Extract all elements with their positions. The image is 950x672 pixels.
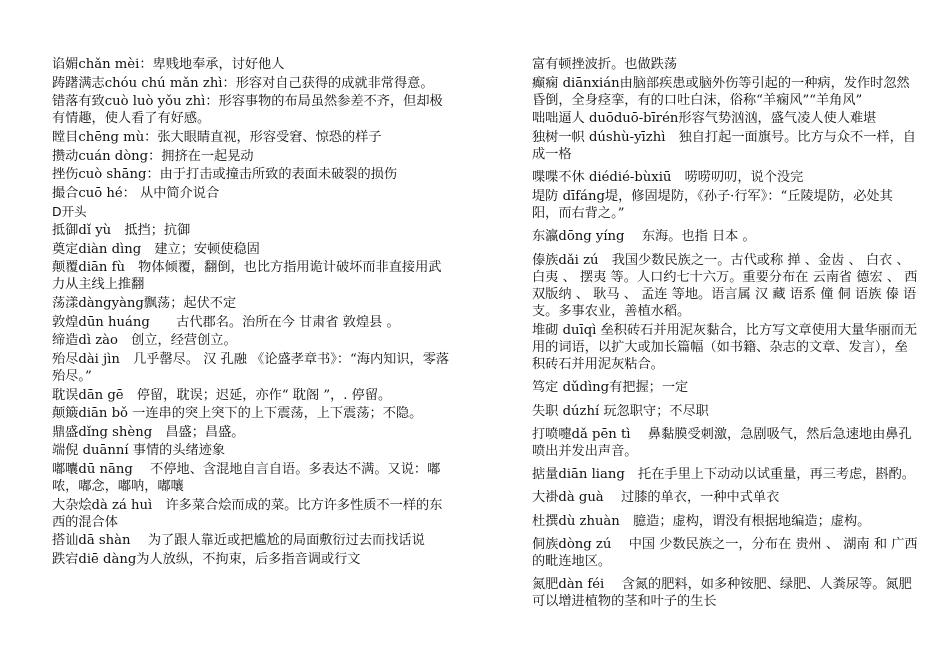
glossary-entry: 独树一帜 dúshù-yīzhì 独自打起一面旗号。比方与众不一样，自成一格 [532,129,916,163]
left-column [52,56,452,570]
glossary-entry: 鼎盛dǐng shèng 昌盛；昌盛。 [52,424,245,440]
glossary-entry: 堤防 dīfáng堤，修固堤防，《孙子·行军》：“丘陵堤防，必处其阳，而右背之。” [532,188,893,222]
glossary-entry: 掂量diān liang 托在手里上下动动以试重量，再三考虑，斟酌。 [532,467,915,483]
glossary-entry: 殆尽dài jìn 几乎罄尽。 汉 孔融 《论盛孝章书》：“海内知识，零落殆尽。” [52,351,450,384]
glossary-entry: 敦煌dūn huáng 古代郡名。治所在今 甘肃省 敦煌县 。 [52,314,400,330]
glossary-entry: 挫伤cuò shāng：由于打击或撞击所致的表面未破裂的损伤 [52,167,398,183]
glossary-entry: 富有顿挫波折。也做跌荡 [532,57,678,72]
glossary-entry: 错落有致cuò luò yǒu zhì：形容事物的布局虽然参差不齐，但却极有情趣，使人看了有好感。 [52,94,443,127]
glossary-entry: 东瀛dōng yíng 东海。也指 日本 。 [532,229,756,245]
glossary-entry: 耽误dān gē 停留，耽误；迟延，亦作“ 耽阁 ”，. 停留。 [52,387,392,403]
glossary-entry: 打喷嚏dǎ pēn tì 鼻黏膜受刺激，急剧吸气，然后急速地由鼻孔喷出并发出声音。 [532,426,912,460]
glossary-entry: 奠定diàn dìng 建立；安顿使稳固 [52,241,260,257]
glossary-entry: 侗族dòng zú 中国 少数民族之一，分布在 贵州 、 湖南 和 广西 的毗连地区。 [532,536,918,570]
glossary-entry: 抵御dǐ yù 抵挡；抗御 [52,222,191,238]
glossary-entry: 谄媚chǎn mèi：卑贱地奉承，讨好他人 [52,57,285,72]
glossary-entry: 瞠目chēng mù：张大眼睛直视，形容受窘、惊恐的样子 [52,129,382,145]
glossary-entry: 缔造dì zào 创立，经营创立。 [52,333,237,349]
glossary-entry: 撮合cuō hé： 从中简介说合 [52,185,220,201]
glossary-entry: 笃定 dǔdìng有把握；一定 [532,380,689,396]
glossary-entry: 氮肥dàn féi 含氮的肥料，如多种铵肥、绿肥、人粪尿等。氮肥可以增进植物的茎和叶子的生长 [532,577,912,610]
glossary-entry: 跌宕diē dàng为人放纵，不拘束，后多指音调或行文 [52,552,361,568]
right-column [532,56,918,612]
glossary-entry: 大褂dà guà 过膝的单衣，一种中式单衣 [532,490,780,506]
glossary-entry: 喋喋不休 diédié-bùxiū 唠唠叨叨，说个没完 [532,170,804,186]
glossary-entry: 荡漾dàngyàng飘荡；起伏不定 [52,295,237,311]
glossary-entry: 端倪 duānní 事情的头绪迹象 [52,443,226,459]
glossary-entry: 傣族dǎi zú 我国少数民族之一。古代或称 掸 、金齿 、 白衣 、 白夷 、 摆夷 等。人口约七十六万。重要分布在 云南省 德宏 、 西双版纳 、 耿马 、 孟连 等地。语言属 汉 藏 语系 僮 侗 语族 傣 语支。多事农业，善植水稻。 [532,252,918,320]
glossary-entry: 搭讪dā shàn 为了跟人靠近或把尴尬的局面敷衍过去而找话说 [52,533,425,549]
section-heading: D开头 [52,204,87,220]
glossary-entry: 咄咄逼人 duōduō-bīrén形容气势汹汹，盛气凌人使人难堪 [532,111,877,127]
glossary-entry: 颠覆diān fù 物体倾覆，翻倒，也比方指用诡计破坏而非直接用武力从主线上推翻 [52,260,442,293]
glossary-entry: 大杂烩dà zá huì 许多菜合烩而成的菜。比方许多性质不一样的东西的混合体 [52,497,443,530]
glossary-entry: 踌躇满志chóu chú mǎn zhì：形容对自己获得的成就非常得意。 [52,75,434,91]
glossary-entry: 嘟囔dū nāng 不停地、含混地自言自语。多表达不满。又说：嘟哝，嘟念，嘟呐，嘟嚷 [52,461,441,495]
glossary-entry: 癫痫 diānxián由脑部疾患或脑外伤等引起的一种病，发作时忽然昏倒，全身痉挛，有的口吐白沫，俗称“羊痫风”“羊角风” [532,75,910,108]
glossary-entry: 杜撰dù zhuàn 臆造；虚构，谓没有根据地编造；虚构。 [532,513,871,529]
glossary-entry: 颠簸diān bǒ 一连串的突上突下的上下震荡，上下震荡；不隐。 [52,406,423,422]
glossary-entry: 失职 dúzhí 玩忽职守；不尽职 [532,403,709,419]
glossary-entry: 堆砌 duīqì 垒积砖石并用泥灰黏合，比方写文章使用大量华丽而无用的词语，以扩大或加长篇幅（如书籍、杂志的文章、发言），垒积砖石并用泥灰粘合。 [532,322,918,373]
glossary-entry: 攒动cuán dòng：拥挤在一起晃动 [52,148,254,164]
